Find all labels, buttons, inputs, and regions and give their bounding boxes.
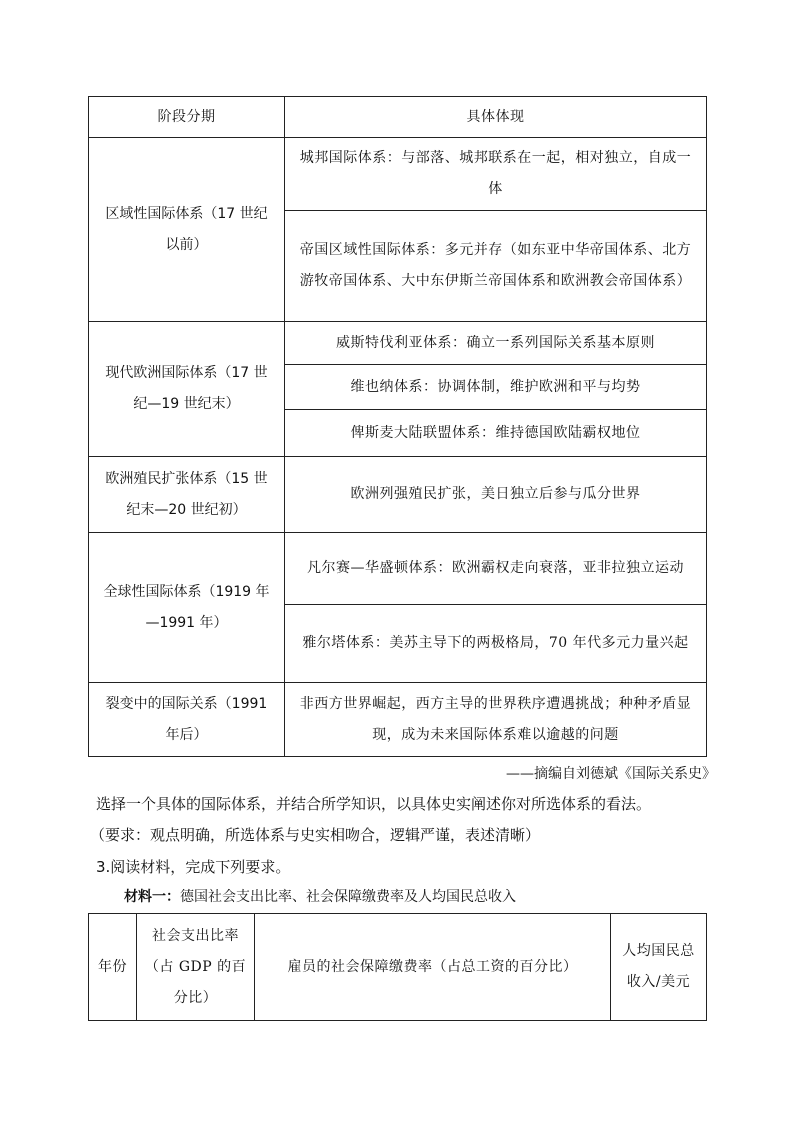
international-system-table	[88, 96, 707, 757]
material-caption	[124, 886, 516, 906]
header-detail: 具体体现	[285, 97, 707, 138]
header-stage: 阶段分期	[89, 97, 285, 138]
stage-cell: 裂变中的国际关系（1991 年后）	[89, 683, 285, 757]
table-row	[89, 533, 707, 605]
table-row	[89, 138, 707, 211]
detail-cell: 城邦国际体系：与部落、城邦联系在一起，相对独立，自成一体	[285, 138, 707, 211]
material-label: 材料一：	[124, 889, 180, 905]
detail-cell: 俾斯麦大陆联盟体系：维持德国欧陆霸权地位	[285, 410, 707, 457]
source-citation: ——摘编自刘德斌《国际关系史》	[506, 766, 716, 782]
material-title: 德国社会支出比率、社会保障缴费率及人均国民总收入	[180, 889, 516, 905]
detail-cell: 欧洲列强殖民扩张，美日独立后参与瓜分世界	[285, 457, 707, 533]
requirement-text: （要求：观点明确，所选体系与史实相吻合，逻辑严谨，表述清晰）	[90, 826, 541, 844]
stage-cell: 欧洲殖民扩张体系（15 世纪末—20 世纪初）	[89, 457, 285, 533]
detail-cell: 维也纳体系：协调体制，维护欧洲和平与均势	[285, 365, 707, 410]
stage-cell: 现代欧洲国际体系（17 世纪—19 世纪末）	[89, 322, 285, 457]
detail-cell: 帝国区域性国际体系：多元并存（如东亚中华帝国体系、北方游牧帝国体系、大中东伊斯兰帝国体系和欧洲教会帝国体系）	[285, 211, 707, 322]
header-gni-per-capita: 人均国民总收入/美元	[611, 914, 707, 1021]
header-year: 年份	[89, 914, 137, 1021]
table-row	[89, 683, 707, 757]
question-3-text: 3.阅读材料，完成下列要求。	[96, 858, 291, 876]
header-contribution-rate: 雇员的社会保障缴费率（占总工资的百分比）	[255, 914, 611, 1021]
header-social-expenditure: 社会支出比率（占 GDP 的百分比）	[137, 914, 255, 1021]
question-text: 选择一个具体的国际体系，并结合所学知识，以具体史实阐述你对所选体系的看法。	[96, 795, 652, 813]
table-row	[89, 322, 707, 365]
detail-cell: 雅尔塔体系：美苏主导下的两极格局，70 年代多元力量兴起	[285, 605, 707, 683]
table-header-row	[89, 914, 707, 1021]
table-row	[89, 457, 707, 533]
stage-cell: 区域性国际体系（17 世纪以前）	[89, 138, 285, 322]
detail-cell: 非西方世界崛起，西方主导的世界秩序遭遇挑战；种种矛盾显现，成为未来国际体系难以逾越的问题	[285, 683, 707, 757]
germany-data-table	[88, 913, 707, 1021]
detail-cell: 凡尔赛—华盛顿体系：欧洲霸权走向衰落，亚非拉独立运动	[285, 533, 707, 605]
stage-cell: 全球性国际体系（1919 年—1991 年）	[89, 533, 285, 683]
table-header-row	[89, 97, 707, 138]
detail-cell: 威斯特伐利亚体系：确立一系列国际关系基本原则	[285, 322, 707, 365]
